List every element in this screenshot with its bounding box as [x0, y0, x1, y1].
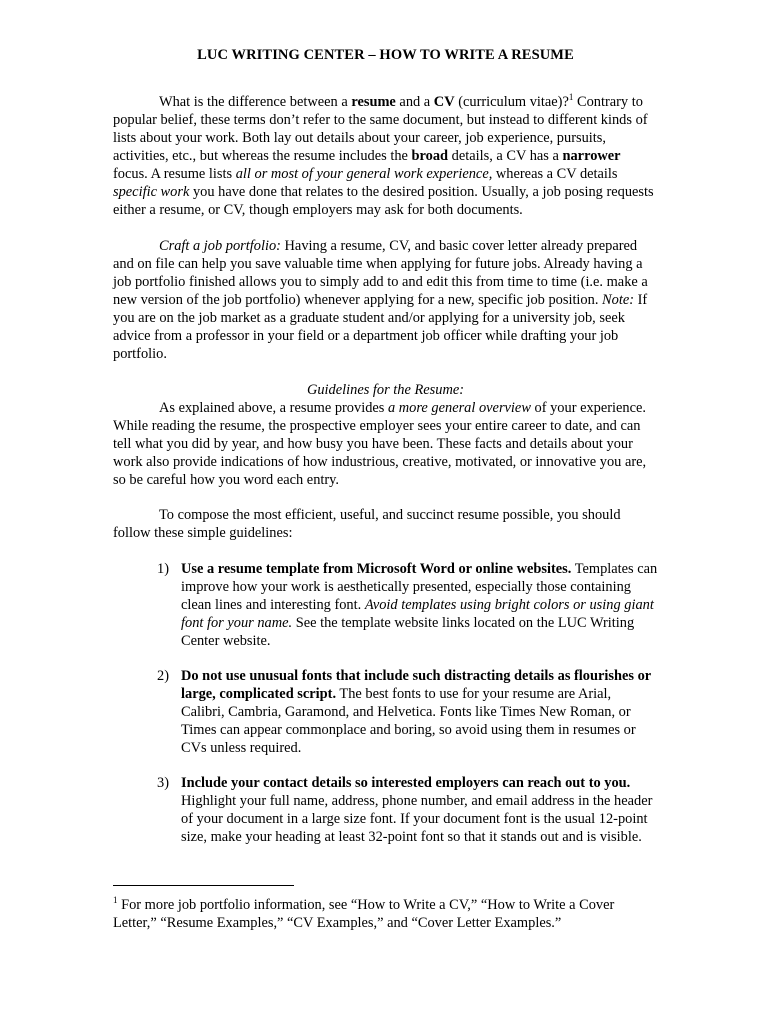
- guidelines-heading: Guidelines for the Resume:: [306, 382, 465, 398]
- text-run: (curriculum vitae)?: [454, 94, 569, 110]
- text-run: Having a resume, CV, and basic cover letter already prepared and on file can help you save valuable time when applying for future jobs. Already having a job portfolio finished allows you to simply add to and edit this from time to time (i.e. make a new version of the job portfolio) whenever applying for a new, specific job position.: [113, 238, 648, 308]
- footnote-reference[interactable]: 1: [568, 92, 574, 103]
- text-run: Templates can improve how your work is aesthetically presented, especially those containing clean lines and interesting font.: [181, 561, 658, 613]
- text-run: and a: [395, 94, 434, 110]
- emphasis: specific work: [113, 184, 190, 200]
- portfolio-paragraph: [113, 237, 658, 363]
- compose-paragraph: [113, 506, 658, 542]
- text-run: The best fonts to use for your resume are Arial, Calibri, Cambria, Garamond, and Helvetica. Fonts like Times New Roman, or Times can appear commonplace and boring, so avoid using them in resumes or CVs unless required.: [181, 686, 636, 756]
- portfolio-lead: Craft a job portfolio:: [159, 238, 281, 254]
- compose-text: To compose the most efficient, useful, and succinct resume possible, you should follow these simple guidelines:: [113, 507, 621, 541]
- guideline-item-2: [157, 667, 658, 757]
- term-cv: CV: [433, 94, 455, 110]
- term-narrower: narrower: [562, 148, 621, 164]
- footnote-separator: [113, 885, 294, 886]
- emphasis: a more general overview: [387, 400, 531, 416]
- text-run: Highlight your full name, address, phone number, and email address in the header of your document in a large size font. If your document font is the usual 12-point size, make your heading at least 32-point font so that it stands out and is visible.: [181, 793, 653, 845]
- guideline-title: Include your contact details so interested employers can reach out to you.: [181, 775, 631, 791]
- term-resume: resume: [351, 94, 396, 110]
- intro-paragraph: [113, 93, 658, 219]
- guideline-item-1: [157, 560, 658, 650]
- text-run: If you are on the job market as a graduate student and/or applying for a university job, seek advice from a professor in your field or a department job officer while drafting your job portfolio.: [113, 292, 648, 362]
- page-title: LUC WRITING CENTER – HOW TO WRITE A RESUME: [197, 47, 574, 63]
- guideline-title: Do not use unusual fonts that include such distracting details as flourishes or large, complicated script.: [181, 668, 651, 702]
- footnote: [113, 896, 658, 932]
- text-run: of your experience. While reading the resume, the prospective employer sees your entire career to date, and can tell what you did by year, and how busy you have been. These facts and details about your work also provide indications of how industrious, creative, motivated, or innovative you are, so be careful how you word each entry.: [113, 400, 647, 488]
- guideline-title: Use a resume template from Microsoft Word or online websites.: [181, 561, 572, 577]
- list-number: 3): [157, 775, 169, 791]
- footnote-text: For more job portfolio information, see “How to Write a CV,” “How to Write a Cover Letter,” “Resume Examples,” “CV Examples,” and “Cover Letter Examples.”: [113, 897, 615, 931]
- text-run: What is the difference between a: [159, 94, 352, 110]
- note-label: Note:: [602, 292, 635, 308]
- text-run: details, a CV has a: [448, 148, 563, 164]
- list-number: 2): [157, 668, 169, 684]
- explained-paragraph: [113, 399, 658, 489]
- text-run: focus. A resume lists: [113, 166, 236, 182]
- text-run: As explained above, a resume provides: [159, 400, 388, 416]
- text-run: Contrary to popular belief, these terms don’t refer to the same document, but instead to different kinds of lists about your work. Both lay out details about your career, job experience, pursuits, activities, etc., but whereas the resume includes the: [113, 94, 648, 164]
- text-run: whereas a CV details: [492, 166, 618, 182]
- footnote-mark: 1: [113, 895, 118, 906]
- text-run: you have done that relates to the desired position. Usually, a job posing requests either a resume, or CV, though employers may ask for both documents.: [113, 184, 654, 218]
- emphasis: all or most of your general work experience,: [235, 166, 493, 182]
- list-number: 1): [157, 561, 169, 577]
- text-run: See the template website links located on the LUC Writing Center website.: [181, 615, 635, 649]
- guideline-item-3: [157, 774, 658, 846]
- term-broad: broad: [411, 148, 449, 164]
- emphasis: Avoid templates using bright colors or using giant font for your name.: [181, 597, 654, 631]
